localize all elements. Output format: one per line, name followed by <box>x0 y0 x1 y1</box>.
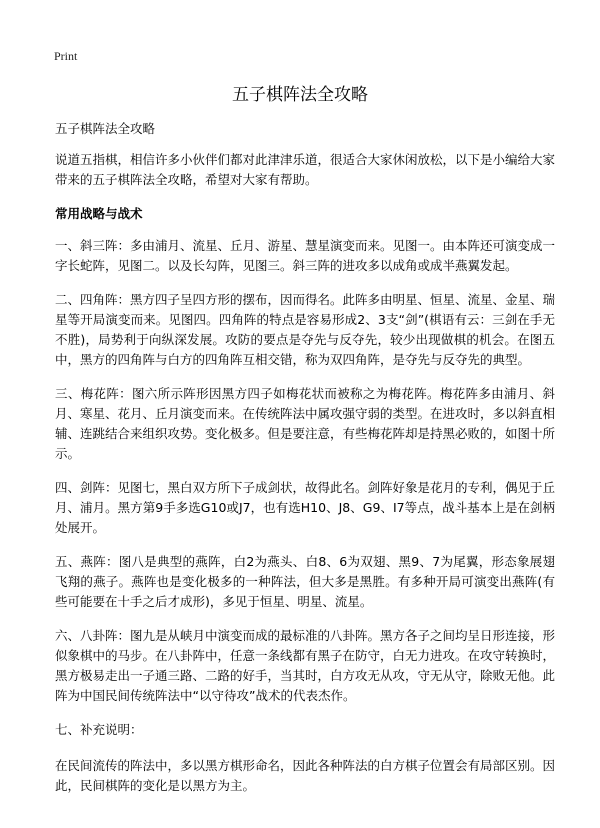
paragraph-sword: 四、剑阵：见图七，黑白双方所下子成剑状，故得此名。剑阵好象是花月的专利，偶见于丘月、浦月。黑方第9手多选G10或J7，也有选H10、J8、G9、I7等点，战斗基本上是在剑柄处展开。 <box>55 480 556 535</box>
page-title: 五子棋阵法全攻略 <box>232 85 368 105</box>
paragraph-four-corners: 二、四角阵：黑方四子呈四方形的摆布，因而得名。此阵多由明星、恒星、流星、金星、瑞星等开局演变而来。见图四。四角阵的特点是容易形成2、3支“剑”(棋语有云：三剑在手无不胜)，局势利于向纵深发展。攻防的要点是夺先与反夺先，较少出现做棋的机会。在图五中，黑方的四角阵与白方的四角阵互相交错，称为双四角阵，是夺先与反夺先的典型。 <box>55 292 556 367</box>
paragraph-diagonal-three: 一、斜三阵：多由浦月、流星、丘月、游星、慧星演变而来。见图一。由本阵还可演变成一字长蛇阵，见图二。以及长勾阵，见图三。斜三阵的进攻多以成角或成半燕翼发起。 <box>55 238 556 273</box>
intro-paragraph: 说道五指棋，相信许多小伙伴们都对此津津乐道，很适合大家休闲放松，以下是小编给大家带来的五子棋阵法全攻略，希望对大家有帮助。 <box>55 152 556 187</box>
article-subtitle: 五子棋阵法全攻略 <box>55 121 156 136</box>
print-label[interactable]: Print <box>54 49 78 63</box>
section-heading: 常用战略与战术 <box>55 206 143 221</box>
paragraph-swallow: 五、燕阵：图八是典型的燕阵，白2为燕头、白8、6为双翅、黑9、7为尾翼，形态象展翅飞翔的燕子。燕阵也是变化极多的一种阵法，但大多是黑胜。有多种开局可演变出燕阵(有些可能要在十手之后才成形)，多见于恒星、明星、流星。 <box>55 554 555 609</box>
paragraph-supplement-heading: 七、补充说明： <box>55 722 143 737</box>
paragraph-plum-blossom: 三、梅花阵：图六所示阵形因黑方四子如梅花状而被称之为梅花阵。梅花阵多由浦月、斜月、寒星、花月、丘月演变而来。在传统阵法中属攻强守弱的类型。在进攻时，多以斜直相辅、连跳结合来组织攻势。变化极多。但是要注意，有些梅花阵却是持黑必败的，如图十所示。 <box>55 386 556 461</box>
paragraph-eight-trigrams: 六、八卦阵：图九是从峡月中演变而成的最标准的八卦阵。黑方各子之间均呈日形连接，形似象棋中的马步。在八卦阵中，任意一条线都有黑子在防守，白无力进攻。在攻守转换时，黑方极易走出一子通三路、二路的好手，当其时，白方攻无从攻，守无从守，除败无他。此阵为中国民间传统阵法中“以守待攻”战术的代表杰作。 <box>55 628 556 703</box>
article-body <box>55 119 555 810</box>
paragraph-supplement: 在民间流传的阵法中，多以黑方棋形命名，因此各种阵法的白方棋子位置会有局部区别。因此，民间棋阵的变化是以黑方为主。 <box>55 758 556 793</box>
